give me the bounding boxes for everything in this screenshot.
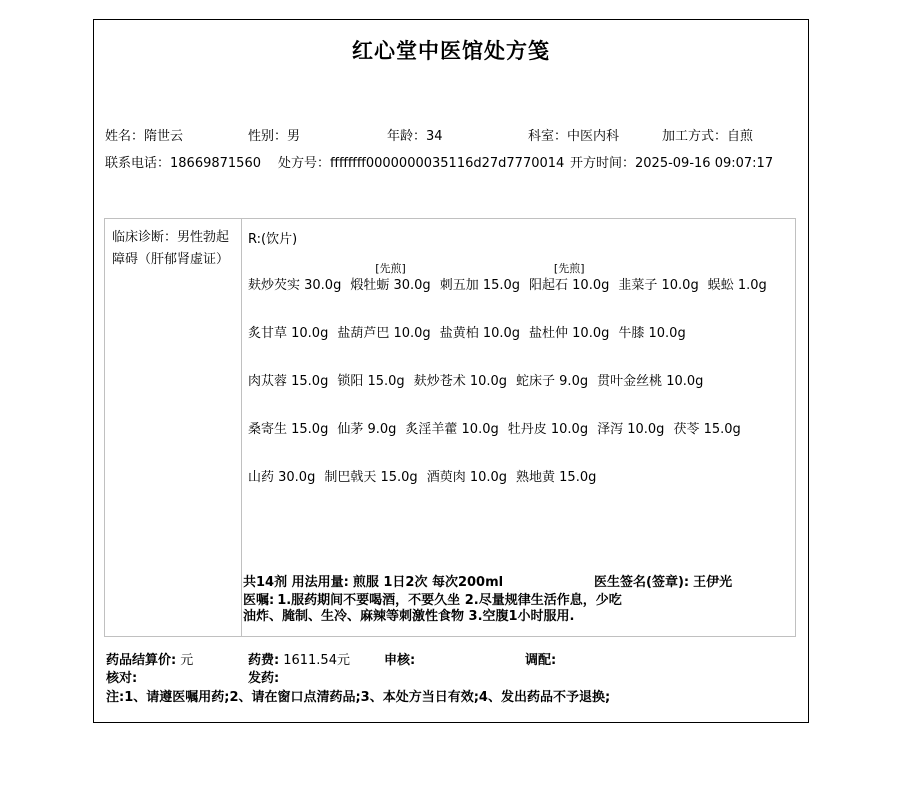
check-label: 核对: (106, 671, 138, 686)
herb-text: 牡丹皮 10.0g (507, 422, 589, 437)
pre-decoct-label: [先煎] (553, 262, 585, 275)
clinical-diagnosis: 临床诊断：男性勃起障碍（肝郁肾虚证） (105, 219, 242, 636)
field-issue (248, 667, 279, 686)
herb-item (248, 278, 341, 293)
herb-item (414, 374, 507, 389)
gender-value: 男 (287, 129, 301, 144)
herb-item (618, 278, 698, 293)
herb-item (350, 262, 430, 293)
field-check (106, 667, 137, 686)
usage-label: 共14剂 用法用量: (243, 575, 349, 590)
herb-row (248, 293, 791, 341)
rx-type-line: R:(饮片) (248, 232, 298, 247)
field-review (384, 649, 415, 668)
herb-item (440, 326, 520, 341)
herb-text: 山药 30.0g (248, 470, 316, 485)
rx-number-label: 处方号： (278, 156, 331, 171)
herb-item (708, 278, 767, 293)
herb-text: 肉苁蓉 15.0g (248, 374, 329, 389)
herb-text: 蛇床子 9.0g (516, 374, 589, 389)
herb-item (405, 422, 498, 437)
issue-label: 发药: (248, 671, 280, 686)
prescription-sheet (93, 19, 809, 723)
field-settle-price (106, 649, 193, 668)
usage-line (243, 571, 503, 590)
age-label: 年龄： (387, 129, 427, 144)
rx-time-value: 2025-09-16 09:07:17 (635, 156, 774, 171)
herb-item (427, 470, 507, 485)
herb-item (337, 374, 404, 389)
herb-text: 炙甘草 10.0g (248, 326, 329, 341)
herb-text: 盐葫芦巴 10.0g (337, 326, 431, 341)
footer-note: 注:1、请遵医嘱用药;2、请在窗口点清药品;3、本处方当日有效;4、发出药品不予退换; (106, 690, 611, 705)
page-title: 红心堂中医馆处方笺 (352, 39, 550, 63)
advice-label: 医嘱: (243, 593, 275, 608)
herb-text: 煅牡蛎 30.0g (350, 278, 431, 293)
herb-item (324, 470, 417, 485)
herb-item (248, 326, 328, 341)
herb-item (529, 262, 609, 293)
herb-text: 熟地黄 15.0g (516, 470, 597, 485)
field-gender (248, 125, 300, 144)
patient-name-value: 隋世云 (144, 129, 184, 144)
herb-text: 蜈蚣 1.0g (707, 278, 767, 293)
herb-item (673, 422, 740, 437)
settle-price-label: 药品结算价: (106, 653, 177, 668)
herb-text: 制巴戟天 15.0g (324, 470, 418, 485)
review-label: 申核: (384, 653, 416, 668)
herb-item (337, 422, 396, 437)
herb-item (508, 422, 588, 437)
herb-rows (248, 245, 791, 485)
usage-value: 煎服 1日2次 每次200ml (352, 575, 504, 590)
herb-row (248, 437, 791, 485)
processing-value: 自煎 (727, 129, 754, 144)
herb-text: 盐杜仲 10.0g (529, 326, 610, 341)
field-dispense (525, 649, 556, 668)
herb-text: 仙茅 9.0g (337, 422, 397, 437)
field-phone (105, 152, 261, 171)
herb-item (248, 374, 328, 389)
field-drug-fee (248, 649, 350, 668)
herb-item (597, 374, 703, 389)
herb-text: 刺五加 15.0g (439, 278, 521, 293)
herb-item (440, 278, 520, 293)
herb-item (516, 374, 588, 389)
dispense-label: 调配: (525, 653, 557, 668)
herb-text: 韭菜子 10.0g (618, 278, 699, 293)
herb-text: 阳起石 10.0g (529, 278, 610, 293)
rx-number-value: ffffffff0000000035116d27d7770014 (330, 156, 565, 171)
herb-text: 贯叶金丝桃 10.0g (597, 374, 704, 389)
field-rx-number (278, 152, 564, 171)
herb-item (618, 326, 685, 341)
herb-item (248, 422, 328, 437)
herb-text: 牛膝 10.0g (618, 326, 686, 341)
herb-text: 麸炒芡实 30.0g (248, 278, 342, 293)
gender-label: 性别： (248, 129, 288, 144)
advice-text-2: 油炸、腌制、生冷、麻辣等刺激性食物 3.空腹1小时服用. (243, 609, 575, 624)
herb-text: 茯苓 15.0g (673, 422, 741, 437)
herb-item (597, 422, 664, 437)
herb-text: 盐黄柏 10.0g (439, 326, 521, 341)
phone-label: 联系电话： (105, 156, 171, 171)
drug-fee-label: 药费: (248, 653, 280, 668)
herb-row (248, 341, 791, 389)
herb-text: 炙淫羊藿 10.0g (405, 422, 499, 437)
herb-text: 麸炒苍术 10.0g (413, 374, 508, 389)
field-rx-time (570, 152, 773, 171)
age-value: 34 (426, 129, 443, 144)
herb-item (248, 470, 315, 485)
prescription-box (104, 218, 796, 637)
medical-advice-line2 (243, 605, 575, 624)
herb-item (337, 326, 430, 341)
field-age (387, 125, 443, 144)
herb-row (248, 389, 791, 437)
department-label: 科室： (528, 129, 568, 144)
phone-value: 18669871560 (170, 156, 261, 171)
herb-text: 泽泻 10.0g (597, 422, 665, 437)
processing-label: 加工方式： (662, 129, 728, 144)
herb-text: 酒萸肉 10.0g (426, 470, 508, 485)
herb-row (248, 245, 791, 293)
doctor-name: 王伊光 (693, 575, 733, 590)
settle-price-value: 元 (180, 653, 194, 668)
pre-decoct-label: [先煎] (375, 262, 406, 275)
doctor-signature-label: 医生签名(签章): (594, 575, 690, 590)
rx-time-label: 开方时间： (570, 156, 636, 171)
doctor-signature (594, 571, 732, 590)
field-patient-name (105, 125, 183, 144)
field-processing-method (662, 125, 753, 144)
advice-text-1: 1.服药期间不要喝酒，不要久坐 2.尽量规律生活作息，少吃 (277, 593, 622, 608)
herb-item (529, 326, 609, 341)
herb-item (516, 470, 596, 485)
department-value: 中医内科 (567, 129, 620, 144)
patient-name-label: 姓名： (105, 129, 145, 144)
field-department (528, 125, 619, 144)
herb-text: 桑寄生 15.0g (248, 422, 329, 437)
herb-text: 锁阳 15.0g (337, 374, 405, 389)
drug-fee-value: 1611.54元 (283, 653, 350, 668)
